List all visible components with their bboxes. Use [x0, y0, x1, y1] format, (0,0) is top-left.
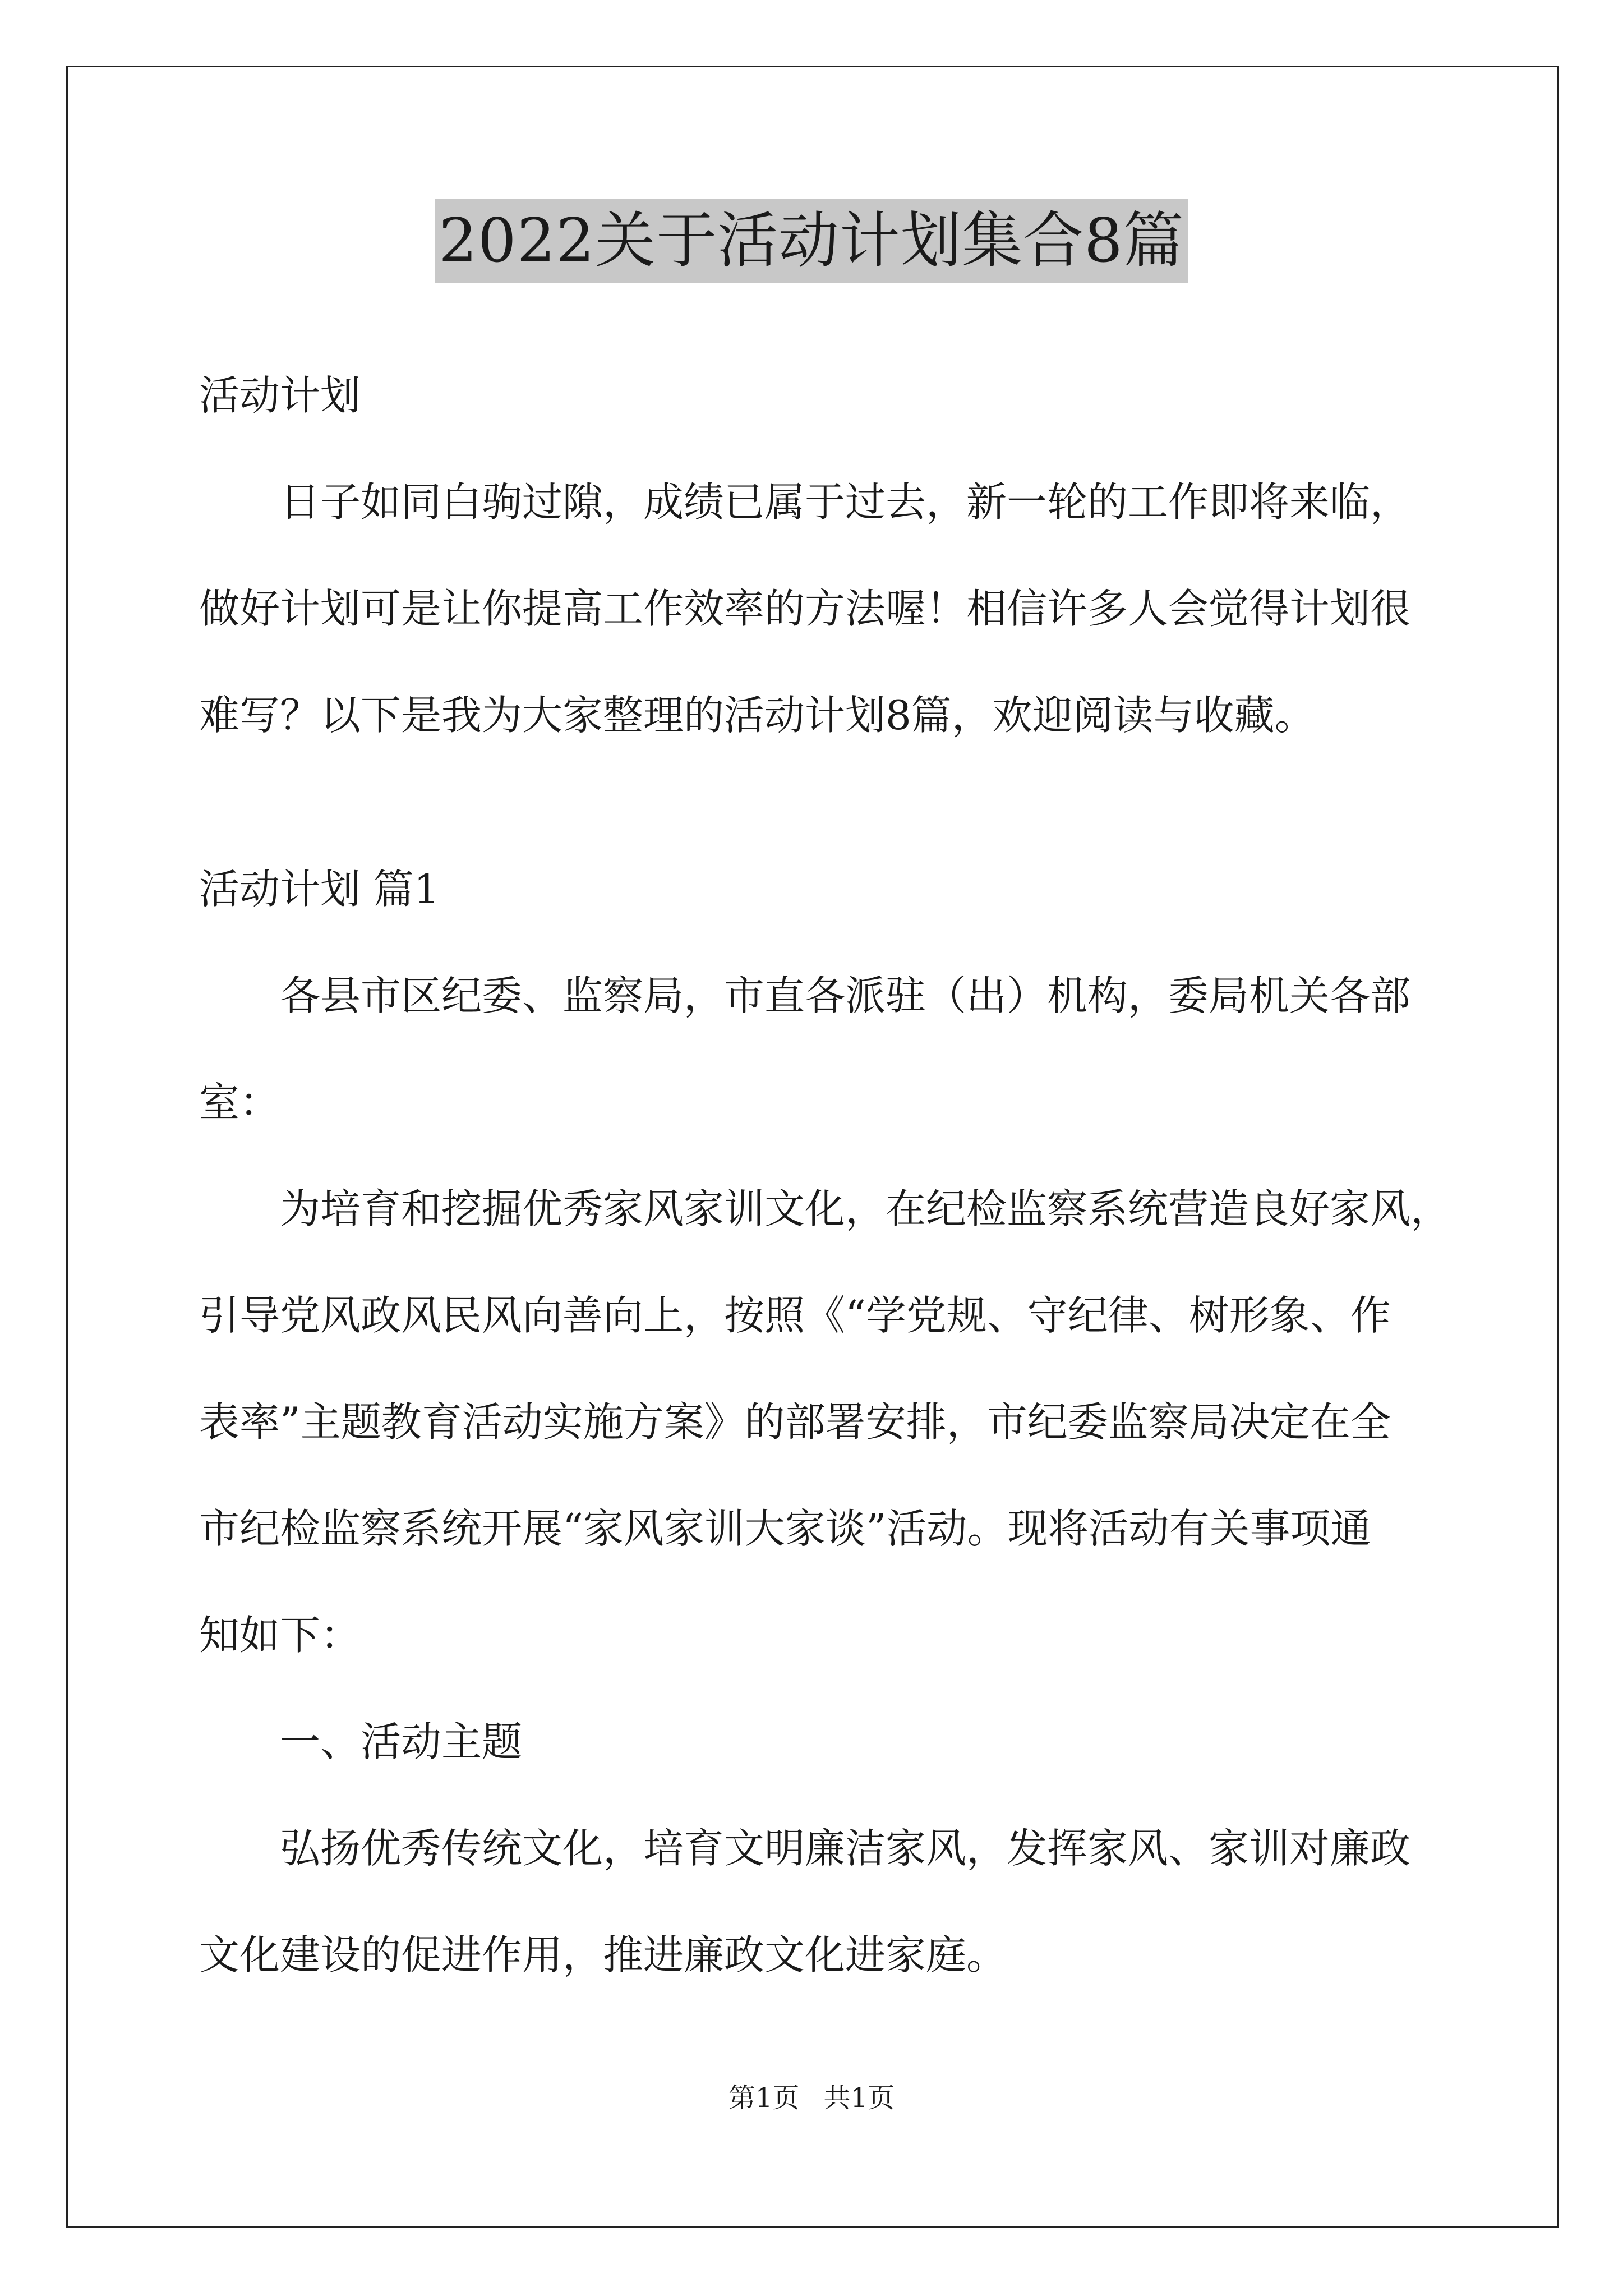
page-footer: [0, 2078, 1623, 2118]
paragraph-line: 为培育和挖掘优秀家风家训文化，在纪检监察系统营造良好家风，: [280, 1185, 1451, 1232]
paragraph-line: 难写？以下是我为大家整理的活动计划8篇，欢迎阅读与收藏。: [199, 692, 1315, 739]
page-count: 共1页: [823, 2082, 895, 2114]
section-heading: 活动计划: [199, 372, 361, 419]
paragraph-line: 引导党风政风民风向善向上，按照《“学党规、守纪律、树形象、作: [199, 1292, 1391, 1339]
paragraph-line: 各县市区纪委、监察局，市直各派驻（出）机构，委局机关各部: [280, 972, 1411, 1019]
document-title: 2022关于活动计划集合8篇: [435, 199, 1188, 283]
paragraph-line: 室：: [199, 1079, 280, 1126]
paragraph-line: 日子如同白驹过隙，成绩已属于过去，新一轮的工作即将来临，: [280, 478, 1411, 526]
page-number: 第1页: [728, 2082, 800, 2114]
paragraph-line: 表率”主题教育活动实施方案》的部署安排，市纪委监察局决定在全: [199, 1398, 1391, 1446]
paragraph-line: 做好计划可是让你提高工作效率的方法喔！相信许多人会觉得计划很: [199, 585, 1411, 632]
paragraph-line: 市纪检监察系统开展“家风家训大家谈”活动。现将活动有关事项通: [199, 1505, 1371, 1552]
paragraph-line: 知如下：: [199, 1612, 361, 1659]
paragraph-line: 弘扬优秀传统文化，培育文明廉洁家风，发挥家风、家训对廉政: [280, 1825, 1411, 1872]
subsection-heading: 一、活动主题: [280, 1718, 523, 1765]
section-heading: 活动计划 篇1: [199, 866, 440, 913]
document-body: [199, 342, 1451, 2008]
paragraph-line: 文化建设的促进作用，推进廉政文化进家庭。: [199, 1931, 1007, 1978]
title-wrap: [0, 199, 1623, 283]
blank-spacer: [199, 769, 1436, 836]
